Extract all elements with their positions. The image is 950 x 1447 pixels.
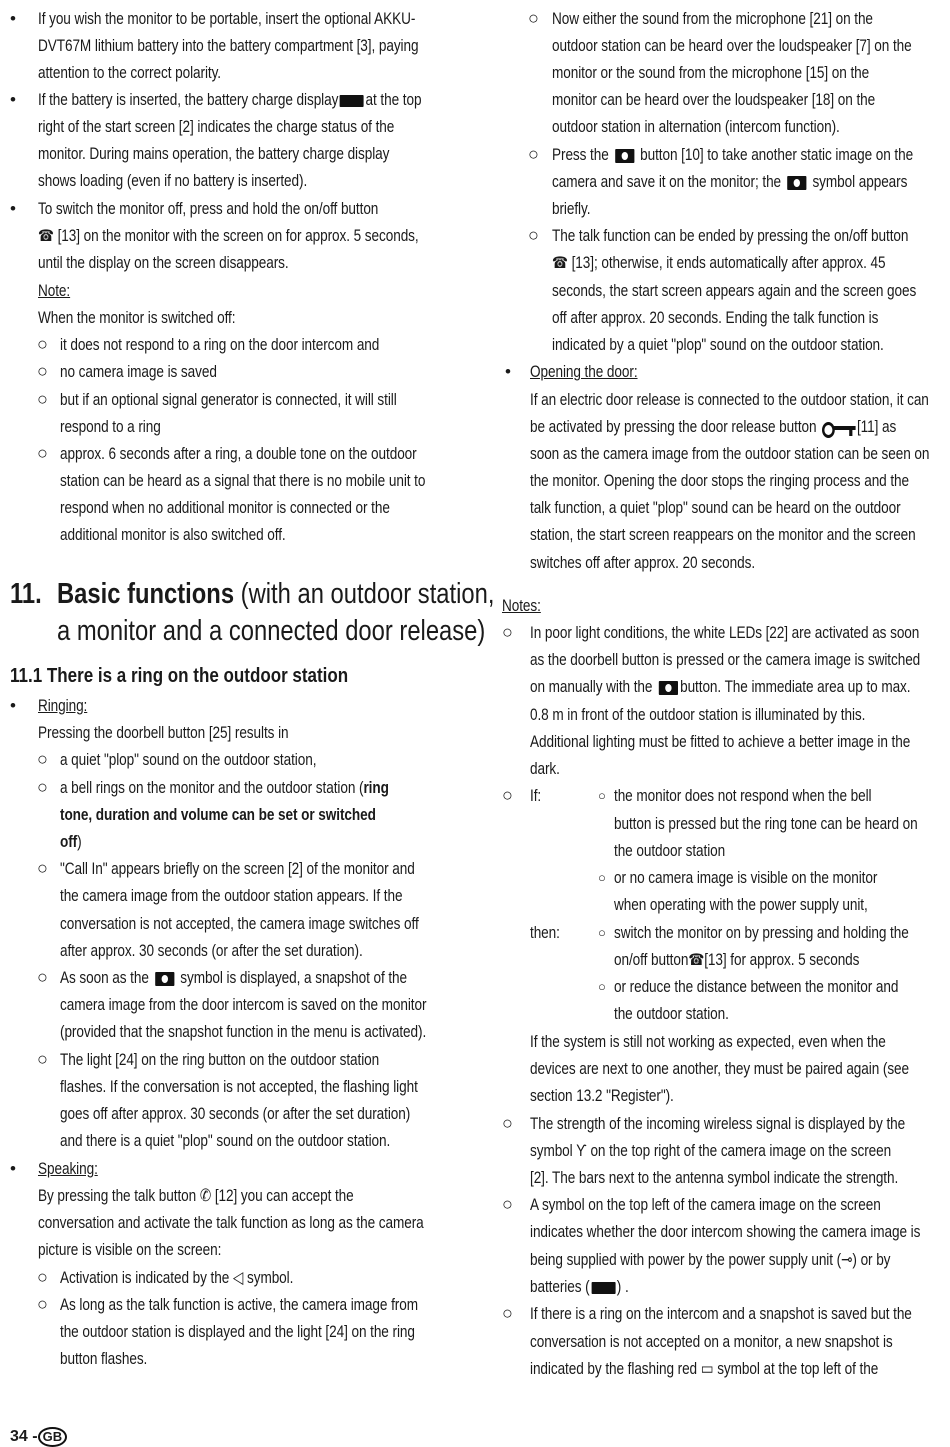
text-line: If the battery is inserted, the battery charge display at the top bbox=[38, 90, 422, 109]
small-circle-bullet: ○ bbox=[598, 870, 606, 885]
text-line: A symbol on the top left of the camera image on the screen bbox=[530, 1195, 881, 1214]
text-line: the outdoor station bbox=[614, 841, 726, 860]
phone-onoff-icon: ☎ bbox=[552, 255, 568, 272]
section-title: Basic functions (with an outdoor station, bbox=[57, 578, 495, 610]
circle-bullet: ○ bbox=[528, 144, 539, 164]
bullet: • bbox=[10, 1159, 16, 1178]
text-line: ☎ [13]; otherwise, it ends automatically after approx. 45 bbox=[552, 253, 886, 272]
camera-icon bbox=[787, 176, 806, 190]
text-line: indicated by the flashing red ▭ symbol at the top left of the bbox=[530, 1359, 879, 1378]
text-line: it does not respond to a ring on the door intercom and bbox=[60, 335, 380, 354]
text-line: To switch the monitor off, press and hold the on/off button bbox=[38, 199, 379, 218]
battery-icon bbox=[340, 95, 364, 107]
text-line: If there is a ring on the intercom and a snapshot is saved but the bbox=[530, 1304, 912, 1323]
text-line: tone, duration and volume can be set or switched bbox=[60, 805, 376, 824]
text-line: or reduce the distance between the monitor and bbox=[614, 977, 899, 996]
small-circle-bullet: ○ bbox=[598, 925, 606, 940]
text-line: (provided that the snapshot function in the menu is activated). bbox=[60, 1022, 427, 1041]
text-line: If you wish the monitor to be portable, insert the optional AKKU- bbox=[38, 9, 416, 28]
ringing-label: Ringing: bbox=[38, 696, 88, 715]
text-line: button is pressed but the ring tone can be heard on bbox=[614, 814, 918, 833]
text-line: "Call In" appears briefly on the screen [2] of the monitor and bbox=[60, 859, 415, 878]
circle-bullet: ○ bbox=[37, 749, 48, 769]
text-line: right of the start screen [2] indicates the charge status of the bbox=[38, 117, 395, 136]
image-icon: ▭ bbox=[700, 1359, 714, 1378]
note-intro: When the monitor is switched off: bbox=[38, 308, 236, 327]
text-line: The light [24] on the ring button on the outdoor station bbox=[60, 1050, 380, 1069]
text-line: as the doorbell button is pressed or the camera image is switched bbox=[530, 650, 921, 669]
text-line: no camera image is saved bbox=[60, 362, 217, 381]
bullet: • bbox=[10, 696, 16, 715]
subsection-title: 11.1 There is a ring on the outdoor station bbox=[10, 665, 349, 687]
circle-bullet: ○ bbox=[37, 1294, 48, 1314]
speaker-icon: ◁ bbox=[232, 1268, 244, 1287]
text-line: additional monitor is also switched off. bbox=[60, 525, 286, 544]
text-line: the monitor does not respond when the bell bbox=[614, 786, 872, 805]
bullet: • bbox=[10, 199, 16, 218]
circle-bullet: ○ bbox=[37, 443, 48, 463]
section-number: 11. bbox=[10, 578, 42, 610]
circle-bullet: ○ bbox=[37, 967, 48, 987]
phone-onoff-icon: ☎ bbox=[38, 228, 54, 245]
text-line: section 13.2 "Register"). bbox=[530, 1086, 674, 1105]
circle-bullet: ○ bbox=[37, 334, 48, 354]
antenna-signal-icon: Ƴ bbox=[576, 1141, 587, 1160]
text-line: Press the button [10] to take another static image on the bbox=[552, 145, 914, 164]
text-line: camera image from the door intercom is saved on the monitor bbox=[60, 995, 427, 1014]
text-line: switch the monitor on by pressing and holding the bbox=[614, 923, 909, 942]
circle-bullet: ○ bbox=[37, 361, 48, 381]
text-line: respond when no additional monitor is connected or the bbox=[60, 498, 390, 517]
text-line: indicated by a quiet "plop" sound on the outdoor station. bbox=[552, 335, 884, 354]
text-line: station, the start screen reappears on the monitor and the screen bbox=[530, 525, 916, 544]
text-line: the outdoor station is displayed and the light [24] on the ring bbox=[60, 1322, 415, 1341]
circle-bullet: ○ bbox=[502, 622, 513, 642]
text-line: the outdoor station. bbox=[614, 1004, 729, 1023]
circle-bullet: ○ bbox=[37, 777, 48, 797]
text-line: By pressing the talk button ✆ [12] you can accept the bbox=[38, 1186, 354, 1205]
door-label: Opening the door: bbox=[530, 362, 638, 381]
snapshot-button-icon bbox=[658, 681, 677, 695]
battery-icon bbox=[591, 1282, 615, 1294]
text-line: off) bbox=[60, 832, 82, 851]
text-line: outdoor station in alternation (intercom function). bbox=[552, 117, 840, 136]
text-line: DVT67M lithium battery into the battery compartment [3], paying bbox=[38, 36, 419, 55]
text-line: As long as the talk function is active, the camera image from bbox=[60, 1295, 418, 1314]
text-line: off after approx. 20 seconds. Ending the talk function is bbox=[552, 308, 879, 327]
text-line: The strength of the incoming wireless signal is displayed by the bbox=[530, 1114, 906, 1133]
text-line: seconds, the start screen appears again and the screen goes bbox=[552, 281, 917, 300]
text-line: outdoor station can be heard over the loudspeaker [7] on the bbox=[552, 36, 912, 55]
text-line: after approx. 30 seconds (or after the set duration). bbox=[60, 941, 363, 960]
text-line: indicates whether the door intercom showing the camera image is bbox=[530, 1222, 921, 1241]
text-line: soon as the camera image from the outdoor station can be seen on bbox=[530, 444, 930, 463]
text-line: [2]. The bars next to the antenna symbol indicate the strength. bbox=[530, 1168, 899, 1187]
circle-bullet: ○ bbox=[502, 785, 513, 805]
small-circle-bullet: ○ bbox=[598, 788, 606, 803]
notes-label: Notes: bbox=[502, 596, 541, 615]
lang-badge: GB bbox=[38, 1427, 68, 1447]
text-line: goes off after approx. 30 seconds (or after the set duration) bbox=[60, 1104, 411, 1123]
text-line: Pressing the doorbell button [25] results in bbox=[38, 723, 289, 742]
power-plug-icon: ⊸ bbox=[841, 1250, 853, 1269]
circle-bullet: ○ bbox=[37, 1049, 48, 1069]
text-line: batteries ( ) . bbox=[530, 1277, 629, 1296]
text-line: a quiet "plop" sound on the outdoor station, bbox=[60, 750, 317, 769]
text-line: or no camera image is visible on the monitor bbox=[614, 868, 878, 887]
talk-icon: ✆ bbox=[199, 1186, 212, 1205]
phone-onoff-icon: ☎ bbox=[688, 952, 705, 969]
then-label: then: bbox=[530, 923, 560, 942]
text-line: If an electric door release is connected to the outdoor station, it can bbox=[530, 390, 929, 409]
text-line: attention to the correct polarity. bbox=[38, 63, 221, 82]
text-line: a bell rings on the monitor and the outdoor station (ring bbox=[60, 778, 389, 797]
text-line: respond to a ring bbox=[60, 417, 161, 436]
text-line: symbol Ƴ on the top right of the camera image on the screen bbox=[530, 1141, 892, 1160]
text-line: In poor light conditions, the white LEDs [22] are activated as soon bbox=[530, 623, 920, 642]
text-line: monitor can be heard over the loudspeaker [18] on the bbox=[552, 90, 876, 109]
section-title-line2: a monitor and a connected door release) bbox=[57, 615, 486, 647]
text-line: the monitor. Opening the door stops the ringing process and the bbox=[530, 471, 910, 490]
text-line: briefly. bbox=[552, 199, 591, 218]
circle-bullet: ○ bbox=[528, 225, 539, 245]
speaking-label: Speaking: bbox=[38, 1159, 98, 1178]
bullet: • bbox=[10, 90, 16, 109]
page-number: 34 - GB bbox=[10, 1427, 67, 1447]
circle-bullet: ○ bbox=[502, 1194, 513, 1214]
text-line: be activated by pressing the door release button [11] as bbox=[530, 417, 897, 436]
circle-bullet: ○ bbox=[37, 1267, 48, 1287]
text-line: but if an optional signal generator is connected, it will still bbox=[60, 390, 397, 409]
text-line: station can be heard as a signal that there is no mobile unit to bbox=[60, 471, 426, 490]
text-line: flashes. If the conversation is not accepted, the flashing light bbox=[60, 1077, 418, 1096]
text-line: conversation is not accepted on a monitor, a new snapshot is bbox=[530, 1332, 893, 1351]
circle-bullet: ○ bbox=[37, 389, 48, 409]
text-line: being supplied with power by the power supply unit (⊸) or by bbox=[530, 1250, 891, 1269]
text-line: conversation is not accepted, the camera image switches off bbox=[60, 914, 419, 933]
text-line: on/off button☎[13] for approx. 5 seconds bbox=[614, 950, 860, 969]
camera-icon bbox=[155, 972, 174, 986]
text-line: As soon as the symbol is displayed, a snapshot of the bbox=[60, 968, 408, 987]
circle-bullet: ○ bbox=[502, 1113, 513, 1133]
text-line: on manually with the button. The immediate area up to max. bbox=[530, 677, 911, 696]
text-line: The talk function can be ended by pressing the on/off button bbox=[552, 226, 909, 245]
text-line: the camera image from the outdoor station appears. If the bbox=[60, 886, 403, 905]
text-line: monitor. During mains operation, the battery charge display bbox=[38, 144, 390, 163]
text-line: switches off after approx. 20 seconds. bbox=[530, 553, 756, 572]
text-line: Now either the sound from the microphone [21] on the bbox=[552, 9, 873, 28]
text-line: Additional lighting must be fitted to achieve a better image in the bbox=[530, 732, 911, 751]
key-icon bbox=[822, 420, 856, 436]
text-line: picture is visible on the screen: bbox=[38, 1240, 222, 1259]
note-label: Note: bbox=[38, 281, 71, 300]
text-line: until the display on the screen disappears. bbox=[38, 253, 289, 272]
snapshot-button-icon bbox=[615, 149, 634, 163]
text-line: and there is a quiet "plop" sound on the outdoor station. bbox=[60, 1131, 391, 1150]
text-line: conversation and activate the talk function as long as the camera bbox=[38, 1213, 424, 1232]
text-line: monitor or the sound from the microphone [15] on the bbox=[552, 63, 870, 82]
text-line: talk function, a quiet "plop" sound can be heard on the outdoor bbox=[530, 498, 901, 517]
text-line: when operating with the power supply unit, bbox=[614, 895, 868, 914]
text-line: approx. 6 seconds after a ring, a double tone on the outdoor bbox=[60, 444, 417, 463]
small-circle-bullet: ○ bbox=[598, 979, 606, 994]
if-label: If: bbox=[530, 786, 542, 805]
circle-bullet: ○ bbox=[37, 858, 48, 878]
text-line: shows loading (even if no battery is inserted). bbox=[38, 171, 308, 190]
text-line: dark. bbox=[530, 759, 560, 778]
text-line: devices are next to one another, they must be paired again (see bbox=[530, 1059, 910, 1078]
text-line: ☎ [13] on the monitor with the screen on for approx. 5 seconds, bbox=[38, 226, 419, 245]
text-line: 0.8 m in front of the outdoor station is illuminated by this. bbox=[530, 705, 866, 724]
circle-bullet: ○ bbox=[528, 8, 539, 28]
text-line: button flashes. bbox=[60, 1349, 148, 1368]
bullet: • bbox=[10, 9, 16, 28]
text-line: camera and save it on the monitor; the symbol appears bbox=[552, 172, 908, 191]
text-line: If the system is still not working as expected, even when the bbox=[530, 1032, 886, 1051]
text-line: Activation is indicated by the ◁ symbol. bbox=[60, 1268, 294, 1287]
bullet: • bbox=[505, 362, 511, 381]
circle-bullet: ○ bbox=[502, 1303, 513, 1323]
